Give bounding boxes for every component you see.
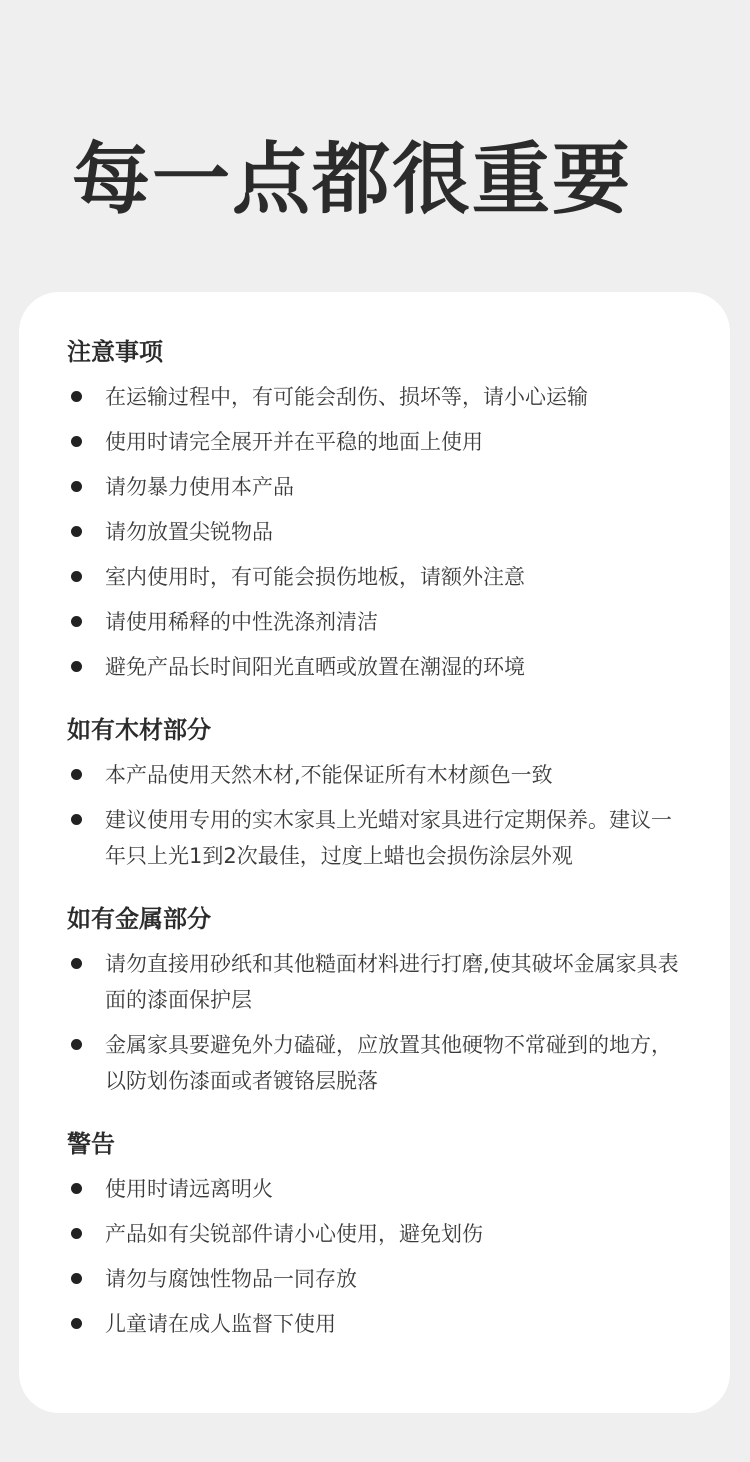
list-item <box>67 424 690 460</box>
list-item <box>67 1171 690 1207</box>
list-item-text: 避免产品长时间阳光直晒或放置在潮湿的环境 <box>105 655 525 679</box>
metal-list <box>67 946 690 1099</box>
list-item-text: 请勿与腐蚀性物品一同存放 <box>105 1267 357 1291</box>
bullet-icon <box>71 571 82 582</box>
list-item-text: 本产品使用天然木材,不能保证所有木材颜色一致 <box>105 763 553 787</box>
list-item-text: 请勿直接用砂纸和其他糙面材料进行打磨,使其破坏金属家具表面的漆面保护层 <box>105 952 679 1012</box>
bullet-icon <box>71 616 82 627</box>
bullet-icon <box>71 1039 82 1050</box>
list-item-text: 请使用稀释的中性洗涤剂清洁 <box>105 610 378 634</box>
list-item <box>67 469 690 505</box>
bullet-icon <box>71 481 82 492</box>
warning-list <box>67 1171 690 1342</box>
section-title-wood: 如有木材部分 <box>67 716 211 744</box>
bullet-icon <box>71 661 82 672</box>
list-item-text: 儿童请在成人监督下使用 <box>105 1312 336 1336</box>
section-warning <box>67 1126 690 1342</box>
list-item-text: 使用时请远离明火 <box>105 1177 273 1201</box>
list-item <box>67 514 690 550</box>
list-item-text: 请勿暴力使用本产品 <box>105 475 294 499</box>
section-title-precautions: 注意事项 <box>67 338 163 366</box>
list-item <box>67 379 690 415</box>
section-wood <box>67 712 690 874</box>
notice-card <box>19 292 730 1413</box>
list-item <box>67 1216 690 1252</box>
list-item <box>67 559 690 595</box>
list-item <box>67 1261 690 1297</box>
bullet-icon <box>71 1273 82 1284</box>
bullet-icon <box>71 1318 82 1329</box>
bullet-icon <box>71 1183 82 1194</box>
section-precautions <box>67 334 690 685</box>
list-item <box>67 1306 690 1342</box>
section-title-warning: 警告 <box>67 1130 115 1158</box>
list-item-text: 请勿放置尖锐物品 <box>105 520 273 544</box>
section-title-metal: 如有金属部分 <box>67 905 211 933</box>
bullet-icon <box>71 526 82 537</box>
bullet-icon <box>71 436 82 447</box>
list-item <box>67 604 690 640</box>
list-item <box>67 946 690 1018</box>
page-title: 每一点都很重要 <box>72 135 633 225</box>
list-item-text: 金属家具要避免外力磕碰，应放置其他硬物不常碰到的地方，以防划伤漆面或者镀铬层脱落 <box>105 1033 672 1093</box>
list-item <box>67 1027 690 1099</box>
bullet-icon <box>71 814 82 825</box>
list-item-text: 室内使用时，有可能会损伤地板，请额外注意 <box>105 565 525 589</box>
list-item <box>67 802 690 874</box>
list-item-text: 在运输过程中，有可能会刮伤、损坏等，请小心运输 <box>105 385 588 409</box>
section-metal <box>67 901 690 1099</box>
bullet-icon <box>71 769 82 780</box>
wood-list <box>67 757 690 874</box>
precautions-list <box>67 379 690 685</box>
list-item-text: 建议使用专用的实木家具上光蜡对家具进行定期保养。建议一年只上光1到2次最佳，过度上蜡也会损伤涂层外观 <box>105 808 672 868</box>
bullet-icon <box>71 391 82 402</box>
bullet-icon <box>71 1228 82 1239</box>
list-item <box>67 649 690 685</box>
list-item <box>67 757 690 793</box>
list-item-text: 产品如有尖锐部件请小心使用，避免划伤 <box>105 1222 483 1246</box>
list-item-text: 使用时请完全展开并在平稳的地面上使用 <box>105 430 483 454</box>
bullet-icon <box>71 958 82 969</box>
